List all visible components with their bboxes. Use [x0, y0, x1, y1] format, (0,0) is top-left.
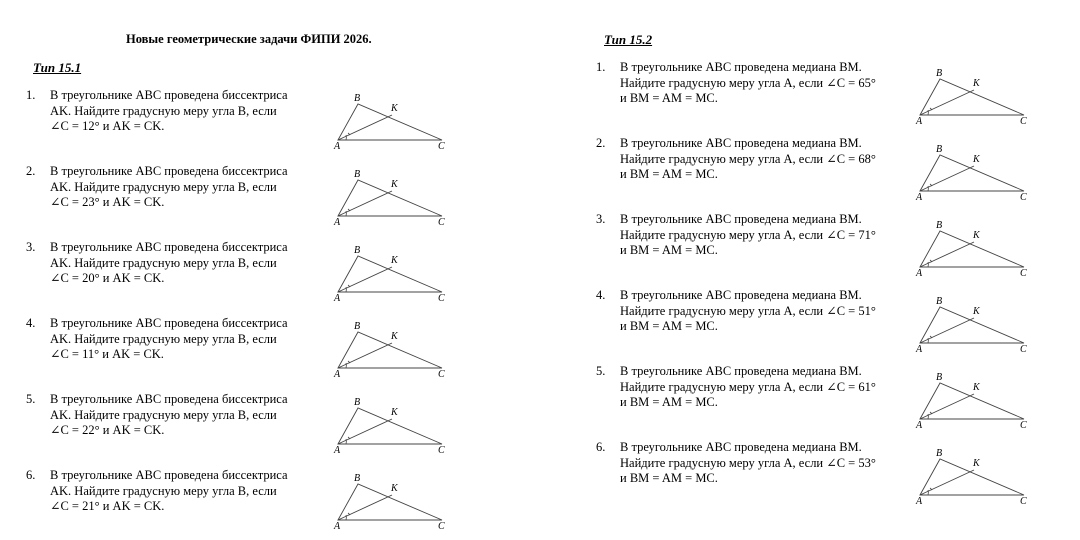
problem-text-line: AK. Найдите градусную меру угла B, если	[50, 103, 277, 118]
vertex-c-label: C	[438, 521, 445, 532]
triangle-median-figure	[912, 217, 1030, 277]
problem-text-line: В треугольнике ABC проведена медиана BM.	[620, 60, 862, 74]
triangle-outline	[338, 104, 442, 140]
problem-text-line: В треугольнике ABC проведена биссектриса	[50, 468, 288, 482]
vertex-a-label: A	[916, 496, 923, 507]
problem-text-line: В треугольнике ABC проведена биссектриса	[50, 240, 288, 254]
triangle-bisector-figure	[330, 90, 448, 150]
triangle-median-figure	[912, 369, 1030, 429]
vertex-b-label: B	[936, 68, 943, 79]
problem-text-line: и BM = AM = MC.	[620, 319, 718, 333]
problem-number: 4.	[596, 288, 606, 302]
vertex-c-label: C	[1020, 192, 1027, 203]
problem-text	[50, 392, 314, 439]
page-title: Новые геометрические задачи ФИПИ 2026.	[126, 32, 372, 46]
problem-number: 6.	[596, 440, 606, 454]
vertex-a-label: A	[916, 420, 923, 431]
point-k-label: K	[973, 306, 980, 317]
problem-text	[620, 364, 900, 411]
vertex-c-label: C	[438, 293, 445, 304]
triangle-median-figure	[912, 293, 1030, 353]
triangle-median-figure	[912, 65, 1030, 125]
problem-text-line: AK. Найдите градусную меру угла B, если	[50, 179, 277, 194]
point-k-label: K	[391, 331, 398, 342]
vertex-c-label: C	[1020, 420, 1027, 431]
vertex-a-label: A	[916, 192, 923, 203]
point-k-label: K	[391, 407, 398, 418]
vertex-b-label: B	[354, 473, 361, 484]
triangle-median-figure	[912, 141, 1030, 201]
problem-text-line: ∠C = 23° и AK = CK.	[50, 195, 165, 209]
vertex-c-label: C	[1020, 116, 1027, 127]
problem-text	[50, 316, 314, 363]
problem-number: 4.	[26, 316, 36, 330]
point-k-label: K	[391, 179, 398, 190]
point-k-label: K	[973, 78, 980, 89]
vertex-c-label: C	[438, 217, 445, 228]
problem-text-line: В треугольнике ABC проведена биссектриса	[50, 316, 288, 330]
vertex-b-label: B	[354, 245, 361, 256]
triangle-outline	[920, 383, 1024, 419]
triangle-outline	[920, 459, 1024, 495]
triangle-bisector-figure	[330, 242, 448, 302]
vertex-a-label: A	[334, 369, 341, 380]
problem-text-line: AK. Найдите градусную меру угла B, если	[50, 407, 277, 422]
vertex-c-label: C	[1020, 496, 1027, 507]
triangle-outline	[920, 155, 1024, 191]
problem-text	[620, 440, 900, 487]
problem-text-line: Найдите градусную меру угла A, если ∠C = 53°	[620, 455, 876, 470]
triangle-outline	[920, 307, 1024, 343]
problem-number: 3.	[26, 240, 36, 254]
problem-number: 2.	[596, 136, 606, 150]
vertex-b-label: B	[936, 448, 943, 459]
problem-text-line: и BM = AM = MC.	[620, 167, 718, 181]
vertex-b-label: B	[936, 220, 943, 231]
problem-text-line: и BM = AM = MC.	[620, 471, 718, 485]
vertex-b-label: B	[936, 144, 943, 155]
triangle-bisector-figure	[330, 318, 448, 378]
triangle-outline	[338, 256, 442, 292]
problem-text-line: В треугольнике ABC проведена медиана BM.	[620, 364, 862, 378]
problem-text-line: В треугольнике ABC проведена медиана BM.	[620, 288, 862, 302]
vertex-b-label: B	[354, 93, 361, 104]
point-k-label: K	[391, 103, 398, 114]
point-k-label: K	[973, 382, 980, 393]
problem-text-line: ∠C = 22° и AK = CK.	[50, 423, 165, 437]
vertex-b-label: B	[936, 296, 943, 307]
problem-text-line: Найдите градусную меру угла A, если ∠C = 61°	[620, 379, 876, 394]
problem-text	[50, 240, 314, 287]
vertex-b-label: B	[354, 321, 361, 332]
point-k-label: K	[391, 483, 398, 494]
problem-text-line: AK. Найдите градусную меру угла B, если	[50, 483, 277, 498]
vertex-a-label: A	[334, 521, 341, 532]
problem-number: 6.	[26, 468, 36, 482]
type-15-2-heading: Тип 15.2	[604, 32, 653, 47]
vertex-a-label: A	[916, 344, 923, 355]
problem-number: 3.	[596, 212, 606, 226]
triangle-outline	[338, 332, 442, 368]
problem-number: 1.	[596, 60, 606, 74]
vertex-c-label: C	[1020, 268, 1027, 279]
point-k-label: K	[973, 230, 980, 241]
triangle-outline	[920, 79, 1024, 115]
problem-text-line: В треугольнике ABC проведена биссектриса	[50, 88, 288, 102]
problem-text-line: Найдите градусную меру угла A, если ∠C = 65°	[620, 75, 876, 90]
vertex-b-label: B	[354, 397, 361, 408]
problem-text-line: и BM = AM = MC.	[620, 91, 718, 105]
problem-text-line: ∠C = 21° и AK = CK.	[50, 499, 165, 513]
point-k-label: K	[391, 255, 398, 266]
problem-text-line: В треугольнике ABC проведена медиана BM.	[620, 212, 862, 226]
vertex-a-label: A	[334, 217, 341, 228]
point-k-label: K	[973, 458, 980, 469]
problem-text	[50, 164, 314, 211]
problem-text-line: Найдите градусную меру угла A, если ∠C = 71°	[620, 227, 876, 242]
vertex-a-label: A	[916, 268, 923, 279]
problem-text-line: В треугольнике ABC проведена медиана BM.	[620, 440, 862, 454]
problem-text	[620, 288, 900, 335]
triangle-median-figure	[912, 445, 1030, 505]
problem-text-line: ∠C = 11° и AK = CK.	[50, 347, 164, 361]
problem-number: 1.	[26, 88, 36, 102]
problem-text-line: ∠C = 12° и AK = CK.	[50, 119, 165, 133]
vertex-b-label: B	[354, 169, 361, 180]
vertex-a-label: A	[334, 141, 341, 152]
problem-text-line: В треугольнике ABC проведена биссектриса	[50, 164, 288, 178]
triangle-outline	[920, 231, 1024, 267]
vertex-a-label: A	[334, 445, 341, 456]
problem-text	[50, 88, 314, 135]
problem-text-line: AK. Найдите градусную меру угла B, если	[50, 255, 277, 270]
problem-text-line: ∠C = 20° и AK = CK.	[50, 271, 165, 285]
problem-text	[620, 136, 900, 183]
problem-text	[50, 468, 314, 515]
problem-number: 2.	[26, 164, 36, 178]
triangle-outline	[338, 484, 442, 520]
vertex-c-label: C	[438, 369, 445, 380]
triangle-outline	[338, 408, 442, 444]
problem-text	[620, 212, 900, 259]
vertex-c-label: C	[438, 141, 445, 152]
problem-text-line: В треугольнике ABC проведена биссектриса	[50, 392, 288, 406]
vertex-a-label: A	[334, 293, 341, 304]
vertex-c-label: C	[1020, 344, 1027, 355]
triangle-outline	[338, 180, 442, 216]
problem-text-line: Найдите градусную меру угла A, если ∠C = 68°	[620, 151, 876, 166]
type-15-1-heading: Тип 15.1	[33, 60, 82, 75]
problem-text	[620, 60, 900, 107]
vertex-b-label: B	[936, 372, 943, 383]
triangle-bisector-figure	[330, 470, 448, 530]
vertex-c-label: C	[438, 445, 445, 456]
problem-number: 5.	[596, 364, 606, 378]
point-k-label: K	[973, 154, 980, 165]
problem-text-line: и BM = AM = MC.	[620, 395, 718, 409]
problem-text-line: Найдите градусную меру угла A, если ∠C = 51°	[620, 303, 876, 318]
problem-text-line: В треугольнике ABC проведена медиана BM.	[620, 136, 862, 150]
triangle-bisector-figure	[330, 166, 448, 226]
triangle-bisector-figure	[330, 394, 448, 454]
problem-text-line: AK. Найдите градусную меру угла B, если	[50, 331, 277, 346]
problem-number: 5.	[26, 392, 36, 406]
problem-text-line: и BM = AM = MC.	[620, 243, 718, 257]
vertex-a-label: A	[916, 116, 923, 127]
